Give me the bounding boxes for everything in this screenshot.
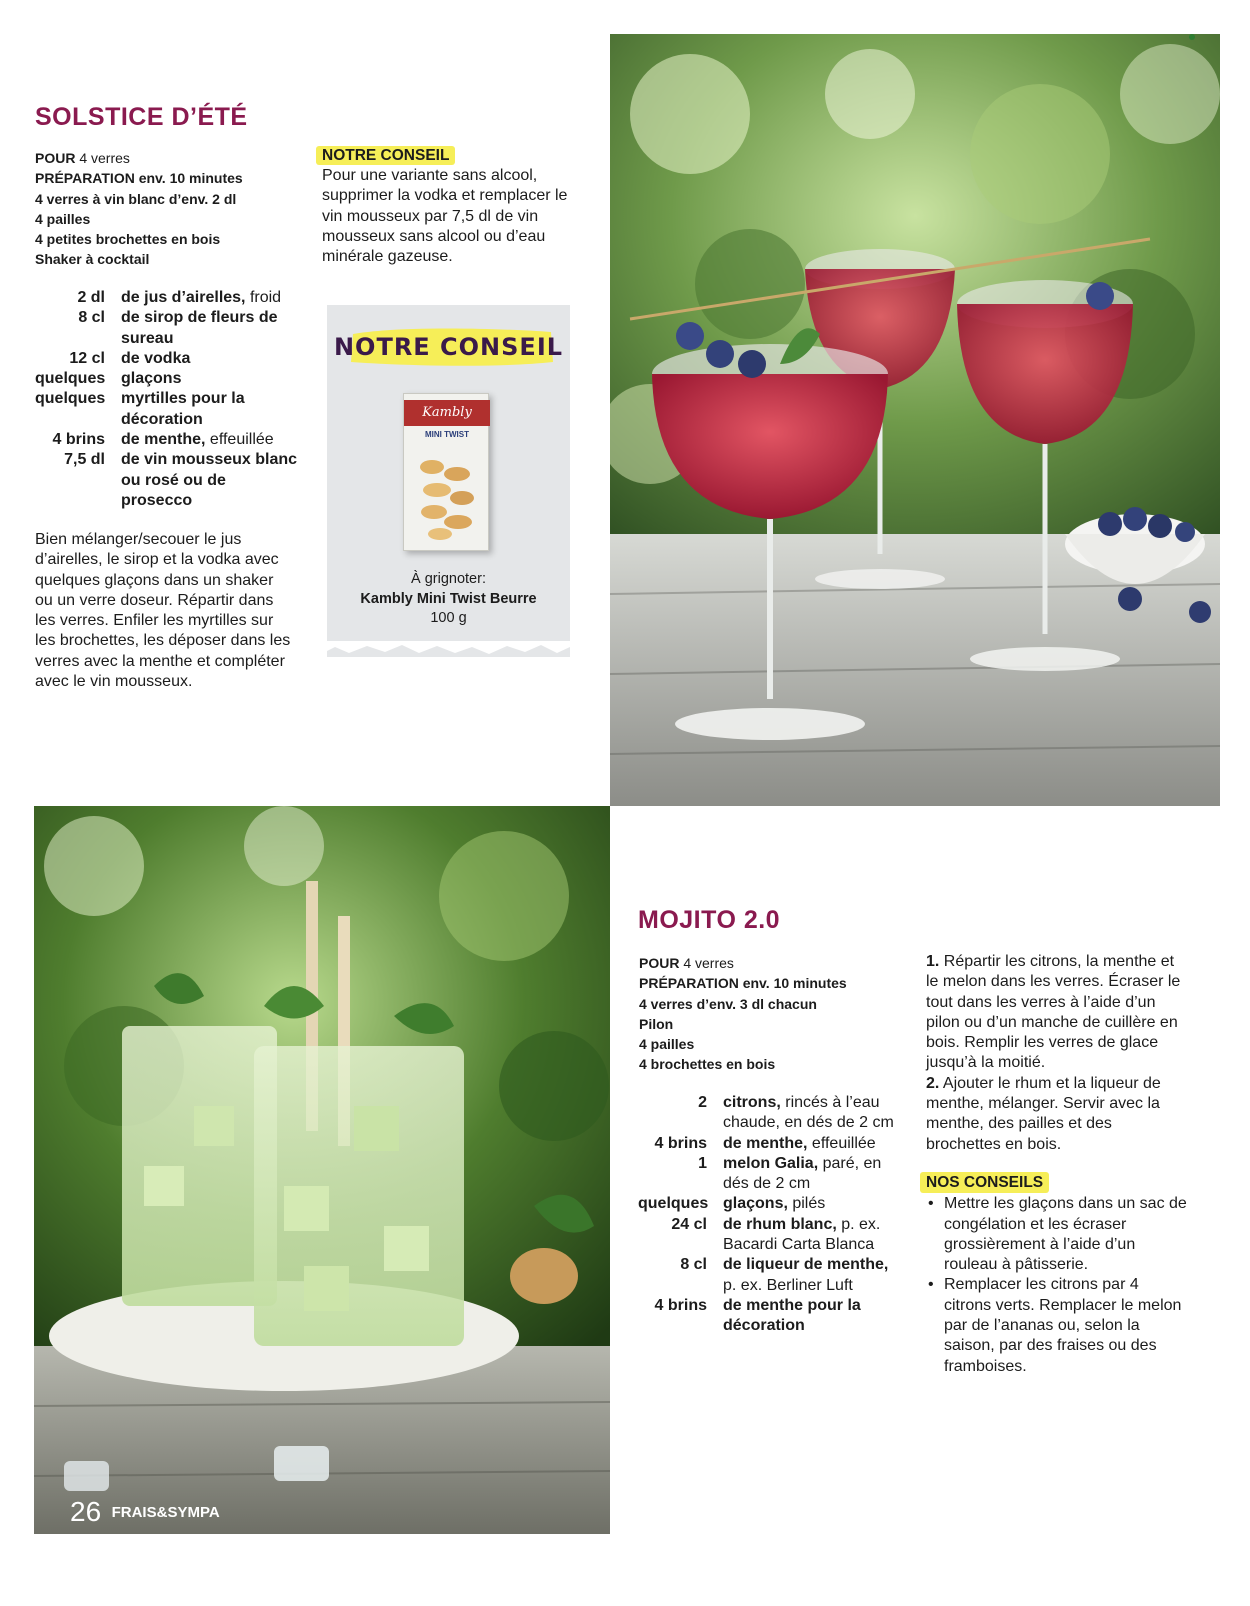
recipe2-title: MOJITO 2.0 [638,906,781,934]
recipe2-ingredients [638,1093,900,1337]
ingredient-row: 12 cl de vodka [69,349,191,367]
tip-item: • Mettre les glaçons dans un sac de congélation et les écraser grossièrement à l’aide d’un rouleau à pâtisserie. [926,1194,1190,1275]
meta-line: 4 brochettes en bois [639,1056,776,1073]
recipe2-tips [920,1172,1190,1377]
meta-line: 4 pailles [35,210,91,227]
promo-product: Kambly Mini Twist Beurre [360,590,537,607]
promo-heading: NOTRE CONSEIL [333,333,564,361]
recipe1-title: SOLSTICE D’ÉTÉ [35,103,248,131]
promo-card [327,305,570,657]
meta-line: POUR 4 verres [639,955,734,971]
meta-line: Shaker à cocktail [35,251,150,268]
recipe2-steps [926,952,1188,1155]
meta-line: 4 verres d’env. 3 dl chacun [639,995,817,1012]
recipe1-meta [35,148,305,270]
tip-text: Pour une variante sans alcool, supprimer la vodka et remplacer le vin mousseux par 7,5 dl de vin mousseux sans alcool ou d’eau minérale gazeuse. [322,167,568,266]
meta-line: 4 pailles [639,1036,695,1053]
photo-solstice-cocktails [610,34,1220,806]
ingredient-row: 8 cl de sirop de fleurs de sureau [78,309,278,347]
ingredient-row: 4 brins de menthe pour la décoration [654,1296,861,1335]
tip-label: NOTRE CONSEIL [316,146,455,165]
magazine-brand: FRAIS&SYMPA [111,1503,220,1521]
recipe1-tip [316,146,581,267]
meta-line: PRÉPARATION env. 10 minutes [639,975,847,992]
ingredient-row: 7,5 dl de vin mousseux blanc ou rosé ou de prosecco [64,451,298,509]
ingredient-row: 4 brins de menthe, effeuillée [654,1134,876,1152]
meta-line: POUR 4 verres [35,150,130,166]
ingredient-row: 2 dl de jus d’airelles, froid [77,289,282,306]
ingredient-row: 24 cl de rhum blanc, p. ex. Bacardi Carta Blanca [671,1215,881,1254]
photo-mojito [34,806,610,1534]
product-snack-image [412,452,482,544]
promo-line1: À grignoter: [411,571,486,587]
product-box [403,393,489,551]
recipe2-meta [639,953,909,1075]
recipe1-ingredients [35,288,300,511]
meta-line: PRÉPARATION env. 10 minutes [35,170,243,187]
promo-caption [327,570,570,629]
ingredient-row: quelques glaçons [35,370,182,388]
ingredient-row: 8 cl de liqueur de menthe, p. ex. Berliner Luft [680,1256,889,1294]
step: 1. Répartir les citrons, la menthe et le melon dans les verres. Écraser le tout dans les verres à l’aide d’un pilon ou d’un manche de cuillère en bois. Remplir les verres de glace jusqu’à la moitié. [926,953,1181,1072]
meta-line: Pilon [639,1015,674,1032]
ingredient-row: 4 brins de menthe, effeuillée [52,431,274,449]
product-logo: Kambly [404,400,490,426]
torn-paper-edge [327,641,570,655]
ingredient-row: 1 melon Galia, paré, en dés de 2 cm [698,1154,882,1193]
tips-label: NOS CONSEILS [920,1172,1049,1193]
footer [70,1496,220,1528]
tip-item: • Remplacer les citrons par 4 citrons verts. Remplacer le melon par de l’ananas ou, selon la saison, par des fraises ou des framboises. [926,1275,1190,1376]
step: 2. Ajouter le rhum et la liqueur de menthe, mélanger. Servir avec la menthe, des pailles et des brochettes en bois. [926,1074,1161,1153]
page-number: 26 [70,1496,102,1527]
meta-line: 4 petites brochettes en bois [35,231,221,248]
meta-line: 4 verres à vin blanc d’env. 2 dl [35,190,237,207]
recipe1-instructions: Bien mélanger/secouer le jus d’airelles, le sirop et la vodka avec quelques glaçons dans un shaker ou un verre doseur. Répartir dans les verres. Enfiler les myrtilles sur les brochettes, les déposer dans les verres avec la menthe et compléter avec le vin mousseux. [35,531,291,691]
ingredient-row: 2 citrons, rincés à l’eau chaude, en dés de 2 cm [698,1094,894,1132]
promo-weight: 100 g [430,610,467,626]
ingredient-row: quelques myrtilles pour la décoration [35,390,245,428]
product-name: MINI TWIST [425,430,469,439]
ingredient-row: quelques glaçons, pilés [638,1195,826,1213]
